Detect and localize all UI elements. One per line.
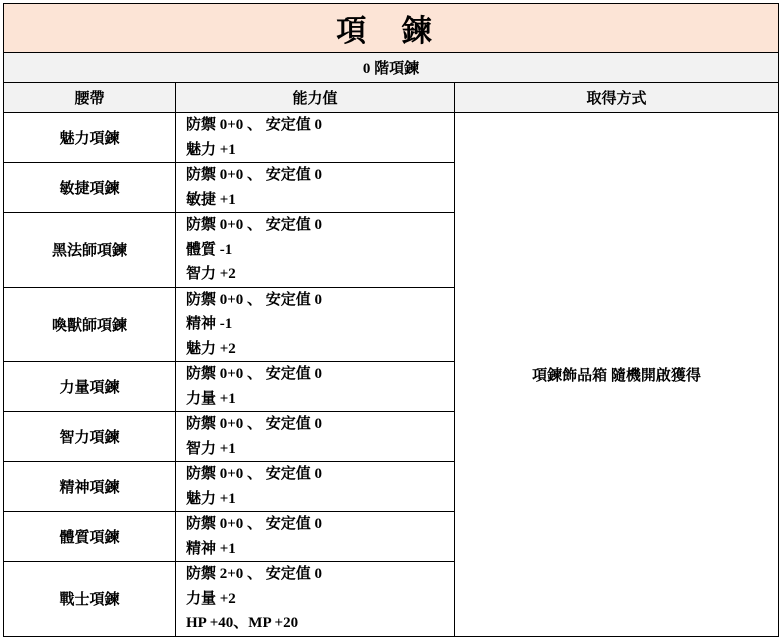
stat-line: 魅力 +1 — [186, 490, 236, 507]
item-stats — [176, 163, 455, 213]
stat-line: 智力 +2 — [186, 266, 236, 282]
item-stats — [176, 213, 455, 288]
item-name: 戰士項鍊 — [4, 562, 176, 637]
stat-line: 防禦 0+0 、 安定值 0 — [186, 366, 323, 382]
header-name: 腰帶 — [4, 83, 176, 113]
header-obtain: 取得方式 — [455, 83, 779, 113]
item-stats — [176, 512, 455, 562]
stat-line: 精神 +1 — [186, 540, 236, 557]
stat-line: 防禦 0+0 、 安定值 0 — [186, 291, 323, 308]
item-name: 精神項鍊 — [4, 462, 176, 512]
item-stats — [176, 362, 455, 412]
item-name: 喚獸師項鍊 — [4, 287, 176, 362]
stat-line: 力量 +2 — [186, 590, 236, 607]
stat-line: 精神 -1 — [186, 316, 233, 332]
item-name: 體質項鍊 — [4, 512, 176, 562]
stat-line: 防禦 0+0 、 安定值 0 — [186, 516, 323, 532]
stat-line: 防禦 0+0 、 安定值 0 — [186, 466, 323, 482]
stat-line: 防禦 0+0 、 安定值 0 — [186, 217, 323, 233]
item-stats — [176, 462, 455, 512]
table-row — [4, 113, 779, 163]
stat-line: 防禦 0+0 、 安定值 0 — [186, 167, 323, 183]
stat-line: 防禦 2+0 、 安定值 0 — [186, 566, 323, 582]
page-title: 項 鍊 — [4, 4, 779, 53]
stat-line: 智力 +1 — [186, 440, 236, 457]
stat-line: 防禦 0+0 、 安定值 0 — [186, 416, 323, 432]
stat-line: 魅力 +1 — [186, 141, 236, 158]
necklace-table — [3, 3, 779, 637]
item-name: 智力項鍊 — [4, 412, 176, 462]
necklace-sheet — [3, 3, 778, 637]
item-name: 力量項鍊 — [4, 362, 176, 412]
stat-line: 力量 +1 — [186, 390, 236, 407]
tier-label: 0 階項鍊 — [4, 53, 779, 83]
obtain-method: 項鍊飾品箱 隨機開啟獲得 — [455, 113, 779, 637]
stat-line: 魅力 +2 — [186, 340, 236, 357]
item-stats — [176, 287, 455, 362]
item-stats — [176, 113, 455, 163]
item-stats — [176, 562, 455, 637]
stat-line: HP +40、MP +20 — [186, 615, 299, 631]
header-stats: 能力值 — [176, 83, 455, 113]
item-stats — [176, 412, 455, 462]
item-name: 敏捷項鍊 — [4, 163, 176, 213]
stat-line: 體質 -1 — [186, 241, 233, 258]
item-name: 黑法師項鍊 — [4, 213, 176, 288]
stat-line: 防禦 0+0 、 安定值 0 — [186, 117, 323, 133]
stat-line: 敏捷 +1 — [186, 191, 236, 208]
item-name: 魅力項鍊 — [4, 113, 176, 163]
